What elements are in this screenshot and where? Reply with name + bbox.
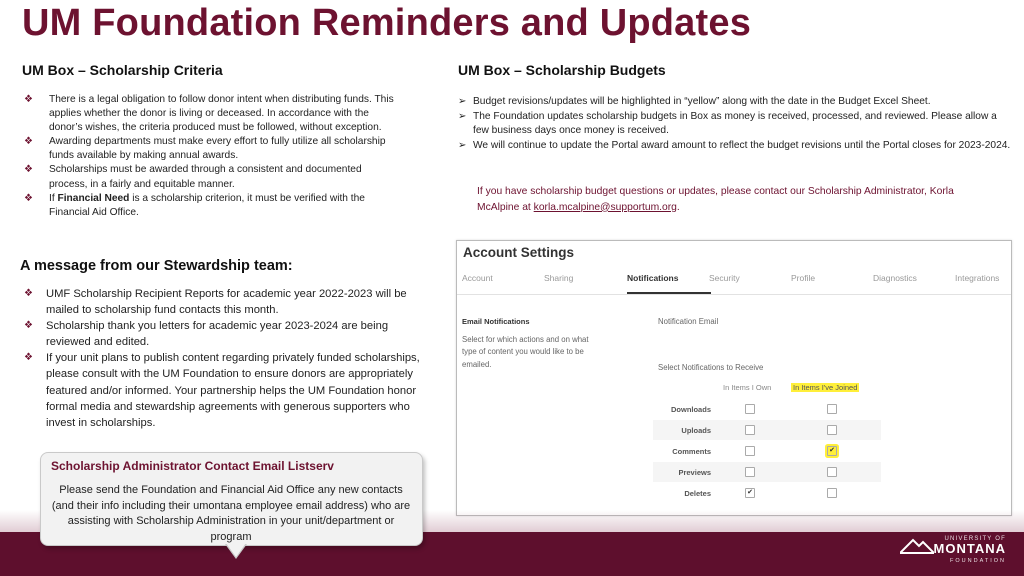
criteria-list xyxy=(24,93,396,220)
notif-row-comments: Comments ✔ xyxy=(653,441,881,461)
tab-integrations[interactable]: Integrations xyxy=(955,273,1000,283)
tab-security[interactable]: Security xyxy=(709,273,740,283)
previews-own-checkbox[interactable] xyxy=(745,467,755,477)
uploads-own-checkbox[interactable] xyxy=(745,425,755,435)
list-item: ❖ There is a legal obligation to follow donor intent when distributing funds. This applies whether the donor is living or deceased. In accordance with the donor’s wishes, the criteria produced must be followed, without exception. xyxy=(24,94,394,134)
list-item: ❖ UMF Scholarship Recipient Reports for academic year 2022-2023 will be mailed to scholarship fund contacts this month. xyxy=(24,288,407,317)
list-item: ❖ Scholarships must be awarded through a consistent and documented process, in a fairly and equitable manner. xyxy=(24,164,362,190)
financial-need-term: Financial Need xyxy=(57,192,130,204)
arrow-bullet-icon: ➢ xyxy=(458,96,467,107)
page-title: UM Foundation Reminders and Updates xyxy=(22,2,752,44)
list-item: ➢ We will continue to update the Portal award amount to reflect the budget revisions until the Portal closes for 2023-2024. xyxy=(458,139,1014,154)
tab-divider xyxy=(457,294,1011,295)
list-item: ❖ Scholarship thank you letters for academic year 2023-2024 are being reviewed and edited. xyxy=(24,320,389,349)
tab-diagnostics[interactable]: Diagnostics xyxy=(873,273,917,283)
tab-notifications[interactable]: Notifications xyxy=(627,273,679,283)
previews-joined-checkbox[interactable] xyxy=(827,467,837,477)
email-notifications-desc: Select for which actions and on what type of content you would like to be emailed. xyxy=(462,335,589,369)
deletes-own-checkbox[interactable]: ✔ xyxy=(745,488,755,498)
arrow-bullet-icon: ➢ xyxy=(458,110,467,122)
diamond-bullet-icon: ❖ xyxy=(24,136,33,148)
logo-montana-text: MONTANA xyxy=(933,541,1006,556)
mountain-icon xyxy=(900,536,934,554)
deletes-joined-checkbox[interactable] xyxy=(827,488,837,498)
notif-row-uploads: Uploads xyxy=(653,420,881,440)
downloads-own-checkbox[interactable] xyxy=(745,404,755,414)
montana-logo xyxy=(900,532,1012,574)
diamond-bullet-icon: ❖ xyxy=(24,164,33,176)
logo-university-text: UNIVERSITY OF xyxy=(944,536,1006,542)
tab-sharing[interactable]: Sharing xyxy=(544,273,574,283)
active-tab-indicator xyxy=(627,292,711,294)
settings-tabs xyxy=(457,273,1011,295)
uploads-joined-checkbox[interactable] xyxy=(827,425,837,435)
callout-tail xyxy=(226,543,246,557)
select-notifications-label: Select Notifications to Receive xyxy=(658,363,764,372)
diamond-bullet-icon: ❖ xyxy=(24,352,33,364)
account-settings-panel xyxy=(456,240,1012,516)
diamond-bullet-icon: ❖ xyxy=(24,94,33,105)
stewardship-list xyxy=(24,286,424,431)
notif-row-deletes: Deletes ✔ xyxy=(653,483,881,503)
list-item: ❖ If Financial Need is a scholarship criterion, it must be verified with the Financial Aid Office. xyxy=(24,192,365,218)
budgets-list xyxy=(458,95,1014,153)
email-notifications-label: Email Notifications xyxy=(462,317,530,326)
diamond-bullet-icon: ❖ xyxy=(24,288,33,299)
notif-row-downloads: Downloads xyxy=(653,399,881,419)
notification-email-label: Notification Email xyxy=(658,317,719,326)
column-own-header: In Items I Own xyxy=(723,383,772,392)
list-item: ➢ Budget revisions/updates will be highlighted in “yellow” along with the date in the Budget Excel Sheet. xyxy=(458,95,1014,110)
callout-title: Scholarship Administrator Contact Email Listserv xyxy=(51,459,334,473)
budgets-heading: UM Box – Scholarship Budgets xyxy=(458,62,666,78)
comments-joined-checkbox[interactable]: ✔ xyxy=(827,446,837,456)
diamond-bullet-icon: ❖ xyxy=(24,320,33,332)
criteria-heading: UM Box – Scholarship Criteria xyxy=(22,62,223,78)
logo-foundation-text: FOUNDATION xyxy=(950,558,1006,564)
list-item: ❖ If your unit plans to publish content regarding privately funded scholarships, please consult with the UM Foundation to ensure donors are appropriately featured and/or informed. Your partnership helps the UM Foundation honor formal media and stewardship agreements with generous supporters who invest in scholarships. xyxy=(24,352,420,429)
downloads-joined-checkbox[interactable] xyxy=(827,404,837,414)
contact-note: If you have scholarship budget questions or updates, please contact our Scholarship Administrator, Korla McAlpine at korla.mcalpine@supportum.org. xyxy=(477,186,954,213)
list-item: ❖ Awarding departments must make every effort to fully utilize all scholarship funds available by making annual awards. xyxy=(24,136,386,162)
notif-row-previews: Previews xyxy=(653,462,881,482)
tab-account[interactable]: Account xyxy=(462,273,493,283)
callout-body: Please send the Foundation and Financial Aid Office any new contacts (and their info including their umontana employee email address) who are assisting with Scholarship Administration in your unit/department or program xyxy=(51,484,411,543)
arrow-bullet-icon: ➢ xyxy=(458,139,467,151)
tab-profile[interactable]: Profile xyxy=(791,273,816,283)
contact-email-link[interactable]: korla.mcalpine@supportum.org xyxy=(533,201,677,213)
account-settings-title: Account Settings xyxy=(463,245,575,260)
list-item: ➢ The Foundation updates scholarship budgets in Box as money is received, processed, and reviewed. Please allow a few business days once money is received. xyxy=(458,110,997,137)
stewardship-heading: A message from our Stewardship team: xyxy=(20,258,293,274)
column-joined-header: In Items I've Joined xyxy=(793,383,858,392)
listserv-callout xyxy=(40,452,423,546)
diamond-bullet-icon: ❖ xyxy=(24,192,33,204)
comments-own-checkbox[interactable] xyxy=(745,446,755,456)
